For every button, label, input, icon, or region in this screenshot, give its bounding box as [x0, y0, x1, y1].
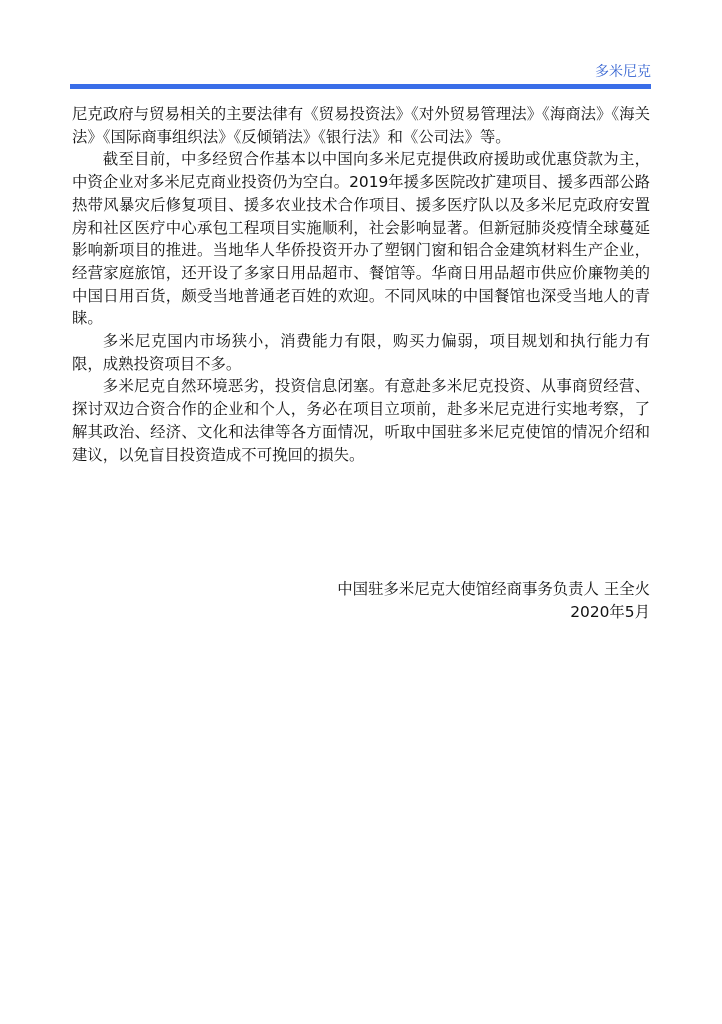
header-rule — [70, 84, 651, 89]
paragraph-advice: 多米尼克自然环境恶劣，投资信息闭塞。有意赴多米尼克投资、从事商贸经营、探讨双边合资合作的企业和个人，务必在项目立项前，赴多米尼克进行实地考察，了解其政治、经济、文化和法律等各方面情况，听取中国驻多米尼克使馆的情况介绍和建议，以免盲目投资造成不可挽回的损失。 — [72, 377, 650, 464]
signature-author: 中国驻多米尼克大使馆经商事务负责人 王全火 — [337, 580, 650, 598]
paragraph-continued: 尼克政府与贸易相关的主要法律有《贸易投资法》《对外贸易管理法》《海商法》《海关法》《国际商事组织法》《反倾销法》《银行法》和《公司法》等。 — [72, 105, 650, 146]
running-header-country: 多米尼克 — [595, 64, 651, 80]
body-text — [72, 103, 650, 466]
signature-date: 2020年5月 — [570, 602, 650, 621]
paragraph-market: 多米尼克国内市场狭小，消费能力有限，购买力偏弱，项目规划和执行能力有限，成熟投资项目不多。 — [72, 332, 650, 373]
paragraph-cooperation: 截至目前，中多经贸合作基本以中国向多米尼克提供政府援助或优惠贷款为主，中资企业对多米尼克商业投资仍为空白。2019年援多医院改扩建项目、援多西部公路热带风暴灾后修复项目、援多农业技术合作项目、援多医疗队以及多米尼克政府安置房和社区医疗中心承包工程项目实施顺利，社会影响显著。但新冠肺炎疫情全球蔓延影响新项目的推进。当地华人华侨投资开办了塑钢门窗和铝合金建筑材料生产企业，经营家庭旅馆，还开设了多家日用品超市、餐馆等。华商日用品超市供应价廉物美的中国日用百货，颇受当地普通老百姓的欢迎。不同风味的中国餐馆也深受当地人的青睐。 — [72, 150, 650, 328]
signature-block — [72, 578, 650, 623]
